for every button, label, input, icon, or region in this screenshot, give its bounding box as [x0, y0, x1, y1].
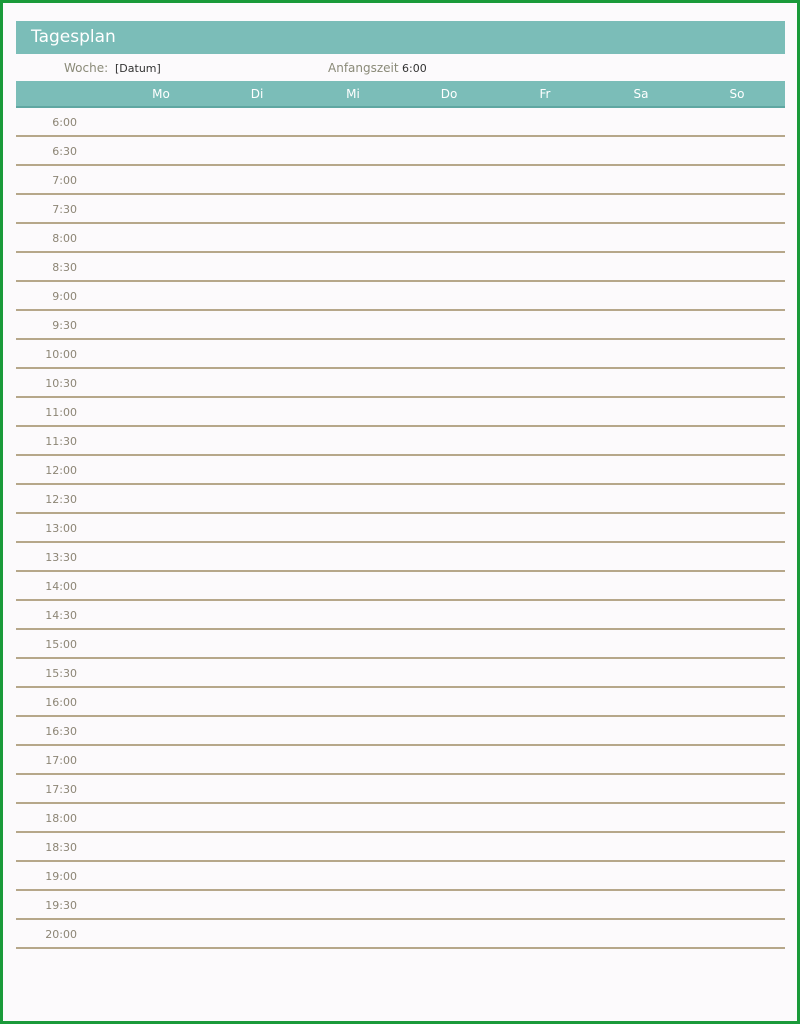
schedule-cell[interactable] [593, 514, 689, 541]
schedule-cell[interactable] [401, 340, 497, 367]
weekday-header: Di [250, 87, 264, 101]
schedule-cell[interactable] [401, 195, 497, 222]
time-label: 17:30 [45, 783, 77, 796]
schedule-cell[interactable] [593, 340, 689, 367]
schedule-cell[interactable] [305, 340, 401, 367]
time-row [16, 572, 785, 601]
start-time-value[interactable]: 6:00 [402, 62, 427, 75]
schedule-cell[interactable] [593, 137, 689, 164]
time-label: 14:00 [45, 580, 77, 593]
schedule-cell[interactable] [497, 920, 593, 947]
schedule-cell[interactable] [305, 485, 401, 512]
schedule-cell[interactable] [401, 717, 497, 744]
schedule-cell[interactable] [209, 427, 305, 454]
schedule-cell[interactable] [305, 427, 401, 454]
schedule-cell[interactable] [497, 775, 593, 802]
schedule-cell[interactable] [497, 572, 593, 599]
schedule-cell[interactable] [689, 920, 785, 947]
schedule-cell[interactable] [209, 369, 305, 396]
time-row [16, 282, 785, 311]
schedule-cell[interactable] [401, 456, 497, 483]
time-row [16, 659, 785, 688]
schedule-cell[interactable] [305, 253, 401, 280]
schedule-cell[interactable] [305, 630, 401, 657]
schedule-cell[interactable] [497, 804, 593, 831]
time-label: 10:30 [45, 377, 77, 390]
schedule-cell[interactable] [497, 108, 593, 135]
schedule-cell[interactable] [209, 630, 305, 657]
schedule-cell[interactable] [305, 920, 401, 947]
schedule-cell[interactable] [689, 253, 785, 280]
time-label: 15:30 [45, 667, 77, 680]
time-row [16, 224, 785, 253]
schedule-cell[interactable] [497, 543, 593, 570]
schedule-cell[interactable] [209, 601, 305, 628]
schedule-cell[interactable] [593, 833, 689, 860]
schedule-cell[interactable] [305, 224, 401, 251]
schedule-cell[interactable] [209, 137, 305, 164]
time-row [16, 311, 785, 340]
time-label: 19:00 [45, 870, 77, 883]
schedule-cell[interactable] [305, 311, 401, 338]
schedule-cell[interactable] [593, 891, 689, 918]
time-row [16, 717, 785, 746]
schedule-cell[interactable] [689, 775, 785, 802]
schedule-cell[interactable] [497, 891, 593, 918]
schedule-cell[interactable] [497, 427, 593, 454]
time-label: 8:30 [52, 261, 77, 274]
time-row [16, 456, 785, 485]
schedule-cell[interactable] [113, 311, 209, 338]
time-row [16, 369, 785, 398]
schedule-cell[interactable] [401, 398, 497, 425]
time-row [16, 514, 785, 543]
schedule-cell[interactable] [689, 891, 785, 918]
time-label: 10:00 [45, 348, 77, 361]
schedule-cell[interactable] [305, 891, 401, 918]
schedule-cell[interactable] [113, 485, 209, 512]
schedule-cell[interactable] [305, 717, 401, 744]
time-label: 12:30 [45, 493, 77, 506]
schedule-cell[interactable] [305, 137, 401, 164]
schedule-cell[interactable] [593, 369, 689, 396]
weekday-header: Fr [539, 87, 551, 101]
schedule-cell[interactable] [497, 253, 593, 280]
time-label: 17:00 [45, 754, 77, 767]
schedule-cell[interactable] [209, 340, 305, 367]
schedule-cell[interactable] [689, 311, 785, 338]
schedule-cell[interactable] [305, 659, 401, 686]
schedule-cell[interactable] [305, 833, 401, 860]
schedule-cell[interactable] [593, 572, 689, 599]
time-row [16, 775, 785, 804]
schedule-cell[interactable] [497, 485, 593, 512]
schedule-cell[interactable] [689, 630, 785, 657]
schedule-cell[interactable] [113, 340, 209, 367]
schedule-cell[interactable] [593, 485, 689, 512]
schedule-cell[interactable] [209, 282, 305, 309]
schedule-cell[interactable] [689, 195, 785, 222]
schedule-cell[interactable] [209, 688, 305, 715]
schedule-cell[interactable] [305, 862, 401, 889]
schedule-cell[interactable] [209, 108, 305, 135]
time-row [16, 340, 785, 369]
schedule-cell[interactable] [113, 166, 209, 193]
schedule-cell[interactable] [497, 833, 593, 860]
schedule-cell[interactable] [497, 282, 593, 309]
schedule-cell[interactable] [593, 775, 689, 802]
weekday-header: Sa [633, 87, 649, 101]
schedule-cell[interactable] [593, 601, 689, 628]
schedule-cell[interactable] [113, 891, 209, 918]
time-row [16, 862, 785, 891]
schedule-cell[interactable] [593, 630, 689, 657]
schedule-cell[interactable] [113, 804, 209, 831]
schedule-cell[interactable] [593, 456, 689, 483]
schedule-cell[interactable] [497, 166, 593, 193]
schedule-cell[interactable] [401, 920, 497, 947]
time-row [16, 833, 785, 862]
schedule-cell[interactable] [209, 224, 305, 251]
weekday-header: Mi [346, 87, 360, 101]
schedule-cell[interactable] [401, 833, 497, 860]
weekday-header-row [16, 81, 785, 108]
schedule-cell[interactable] [593, 804, 689, 831]
schedule-cell[interactable] [593, 398, 689, 425]
schedule-cell[interactable] [305, 166, 401, 193]
schedule-cell[interactable] [113, 920, 209, 947]
time-label: 6:30 [52, 145, 77, 158]
schedule-cell[interactable] [401, 601, 497, 628]
schedule-cell[interactable] [497, 688, 593, 715]
schedule-cell[interactable] [689, 659, 785, 686]
schedule-cell[interactable] [401, 253, 497, 280]
time-label: 18:00 [45, 812, 77, 825]
time-row [16, 398, 785, 427]
schedule-cell[interactable] [593, 253, 689, 280]
schedule-cell[interactable] [497, 717, 593, 744]
schedule-cell[interactable] [497, 311, 593, 338]
time-label: 9:00 [52, 290, 77, 303]
start-time-label: Anfangszeit [328, 61, 399, 75]
schedule-cell[interactable] [113, 427, 209, 454]
schedule-cell[interactable] [401, 746, 497, 773]
time-row [16, 108, 785, 137]
schedule-cell[interactable] [209, 166, 305, 193]
schedule-cell[interactable] [497, 456, 593, 483]
schedule-cell[interactable] [209, 514, 305, 541]
schedule-cell[interactable] [305, 456, 401, 483]
schedule-cell[interactable] [209, 253, 305, 280]
schedule-cell[interactable] [209, 862, 305, 889]
schedule-cell[interactable] [113, 224, 209, 251]
schedule-grid [16, 108, 785, 949]
time-label: 11:00 [45, 406, 77, 419]
schedule-cell[interactable] [689, 369, 785, 396]
schedule-cell[interactable] [401, 427, 497, 454]
schedule-cell[interactable] [689, 543, 785, 570]
schedule-cell[interactable] [689, 804, 785, 831]
schedule-cell[interactable] [305, 195, 401, 222]
schedule-cell[interactable] [113, 398, 209, 425]
schedule-cell[interactable] [113, 543, 209, 570]
schedule-cell[interactable] [113, 688, 209, 715]
schedule-cell[interactable] [113, 833, 209, 860]
schedule-cell[interactable] [209, 398, 305, 425]
schedule-cell[interactable] [305, 804, 401, 831]
schedule-cell[interactable] [497, 137, 593, 164]
time-label: 8:00 [52, 232, 77, 245]
schedule-cell[interactable] [401, 224, 497, 251]
weekday-header: So [729, 87, 745, 101]
schedule-cell[interactable] [593, 108, 689, 135]
schedule-cell[interactable] [401, 572, 497, 599]
schedule-cell[interactable] [209, 659, 305, 686]
schedule-cell[interactable] [401, 543, 497, 570]
schedule-cell[interactable] [593, 224, 689, 251]
schedule-cell[interactable] [593, 166, 689, 193]
schedule-cell[interactable] [209, 775, 305, 802]
time-row [16, 543, 785, 572]
week-value[interactable]: [Datum] [115, 62, 161, 75]
info-row [16, 58, 785, 80]
schedule-cell[interactable] [689, 601, 785, 628]
schedule-cell[interactable] [689, 485, 785, 512]
time-label: 6:00 [52, 116, 77, 129]
time-row [16, 891, 785, 920]
time-label: 16:00 [45, 696, 77, 709]
schedule-cell[interactable] [689, 688, 785, 715]
schedule-cell[interactable] [497, 369, 593, 396]
schedule-cell[interactable] [113, 775, 209, 802]
schedule-cell[interactable] [209, 746, 305, 773]
schedule-cell[interactable] [113, 369, 209, 396]
schedule-cell[interactable] [593, 282, 689, 309]
schedule-cell[interactable] [593, 427, 689, 454]
schedule-cell[interactable] [113, 862, 209, 889]
schedule-cell[interactable] [113, 601, 209, 628]
schedule-cell[interactable] [689, 166, 785, 193]
time-row [16, 485, 785, 514]
schedule-cell[interactable] [305, 688, 401, 715]
schedule-cell[interactable] [113, 514, 209, 541]
time-label: 18:30 [45, 841, 77, 854]
schedule-cell[interactable] [113, 108, 209, 135]
schedule-cell[interactable] [305, 746, 401, 773]
schedule-cell[interactable] [401, 108, 497, 135]
time-row [16, 601, 785, 630]
schedule-cell[interactable] [497, 659, 593, 686]
schedule-cell[interactable] [401, 282, 497, 309]
week-label: Woche: [64, 61, 109, 75]
schedule-cell[interactable] [209, 456, 305, 483]
time-row [16, 427, 785, 456]
schedule-cell[interactable] [593, 746, 689, 773]
schedule-cell[interactable] [593, 862, 689, 889]
schedule-cell[interactable] [113, 195, 209, 222]
schedule-cell[interactable] [209, 572, 305, 599]
schedule-cell[interactable] [689, 224, 785, 251]
time-row [16, 688, 785, 717]
time-label: 13:00 [45, 522, 77, 535]
schedule-cell[interactable] [401, 311, 497, 338]
time-row [16, 920, 785, 949]
schedule-cell[interactable] [593, 688, 689, 715]
schedule-cell[interactable] [209, 195, 305, 222]
schedule-cell[interactable] [593, 195, 689, 222]
schedule-cell[interactable] [689, 833, 785, 860]
schedule-cell[interactable] [401, 630, 497, 657]
schedule-cell[interactable] [593, 717, 689, 744]
schedule-cell[interactable] [209, 543, 305, 570]
schedule-cell[interactable] [401, 688, 497, 715]
time-label: 7:30 [52, 203, 77, 216]
schedule-cell[interactable] [689, 746, 785, 773]
time-row [16, 166, 785, 195]
schedule-cell[interactable] [497, 514, 593, 541]
schedule-cell[interactable] [305, 108, 401, 135]
schedule-cell[interactable] [113, 282, 209, 309]
page-title: Tagesplan [16, 21, 785, 54]
schedule-cell[interactable] [401, 659, 497, 686]
time-label: 9:30 [52, 319, 77, 332]
schedule-cell[interactable] [497, 398, 593, 425]
schedule-cell[interactable] [113, 659, 209, 686]
schedule-cell[interactable] [593, 543, 689, 570]
schedule-cell[interactable] [401, 804, 497, 831]
schedule-cell[interactable] [497, 340, 593, 367]
time-label: 20:00 [45, 928, 77, 941]
schedule-cell[interactable] [305, 572, 401, 599]
time-row [16, 195, 785, 224]
schedule-cell[interactable] [689, 572, 785, 599]
schedule-cell[interactable] [401, 862, 497, 889]
schedule-cell[interactable] [305, 601, 401, 628]
schedule-cell[interactable] [497, 630, 593, 657]
schedule-cell[interactable] [209, 485, 305, 512]
schedule-cell[interactable] [401, 891, 497, 918]
schedule-cell[interactable] [209, 311, 305, 338]
schedule-cell[interactable] [689, 282, 785, 309]
time-label: 19:30 [45, 899, 77, 912]
schedule-cell[interactable] [497, 195, 593, 222]
schedule-cell[interactable] [209, 891, 305, 918]
time-label: 12:00 [45, 464, 77, 477]
time-row [16, 137, 785, 166]
weekday-header: Do [440, 87, 458, 101]
schedule-cell[interactable] [209, 920, 305, 947]
time-label: 15:00 [45, 638, 77, 651]
schedule-cell[interactable] [305, 514, 401, 541]
time-label: 11:30 [45, 435, 77, 448]
time-row [16, 630, 785, 659]
time-label: 14:30 [45, 609, 77, 622]
schedule-cell[interactable] [689, 137, 785, 164]
schedule-cell[interactable] [593, 311, 689, 338]
schedule-cell[interactable] [689, 514, 785, 541]
schedule-cell[interactable] [305, 369, 401, 396]
schedule-cell[interactable] [113, 717, 209, 744]
schedule-cell[interactable] [593, 659, 689, 686]
time-row [16, 804, 785, 833]
schedule-cell[interactable] [305, 282, 401, 309]
schedule-cell[interactable] [113, 572, 209, 599]
schedule-cell[interactable] [497, 862, 593, 889]
schedule-cell[interactable] [401, 514, 497, 541]
schedule-cell[interactable] [209, 833, 305, 860]
schedule-cell[interactable] [209, 804, 305, 831]
schedule-cell[interactable] [113, 630, 209, 657]
schedule-cell[interactable] [497, 746, 593, 773]
schedule-cell[interactable] [401, 485, 497, 512]
schedule-cell[interactable] [689, 340, 785, 367]
schedule-cell[interactable] [689, 456, 785, 483]
schedule-cell[interactable] [113, 253, 209, 280]
schedule-cell[interactable] [497, 224, 593, 251]
weekday-header: Mo [152, 87, 170, 101]
schedule-cell[interactable] [113, 456, 209, 483]
schedule-cell[interactable] [113, 746, 209, 773]
schedule-cell[interactable] [305, 398, 401, 425]
time-row [16, 253, 785, 282]
time-row [16, 746, 785, 775]
time-label: 13:30 [45, 551, 77, 564]
schedule-cell[interactable] [401, 369, 497, 396]
schedule-cell[interactable] [113, 137, 209, 164]
schedule-cell[interactable] [401, 775, 497, 802]
schedule-cell[interactable] [689, 862, 785, 889]
schedule-cell[interactable] [689, 108, 785, 135]
schedule-cell[interactable] [401, 137, 497, 164]
schedule-cell[interactable] [305, 775, 401, 802]
schedule-cell[interactable] [401, 166, 497, 193]
schedule-cell[interactable] [689, 398, 785, 425]
schedule-cell[interactable] [497, 601, 593, 628]
schedule-cell[interactable] [689, 717, 785, 744]
schedule-cell[interactable] [593, 920, 689, 947]
time-label: 7:00 [52, 174, 77, 187]
schedule-cell[interactable] [305, 543, 401, 570]
schedule-cell[interactable] [209, 717, 305, 744]
time-label: 16:30 [45, 725, 77, 738]
schedule-cell[interactable] [689, 427, 785, 454]
